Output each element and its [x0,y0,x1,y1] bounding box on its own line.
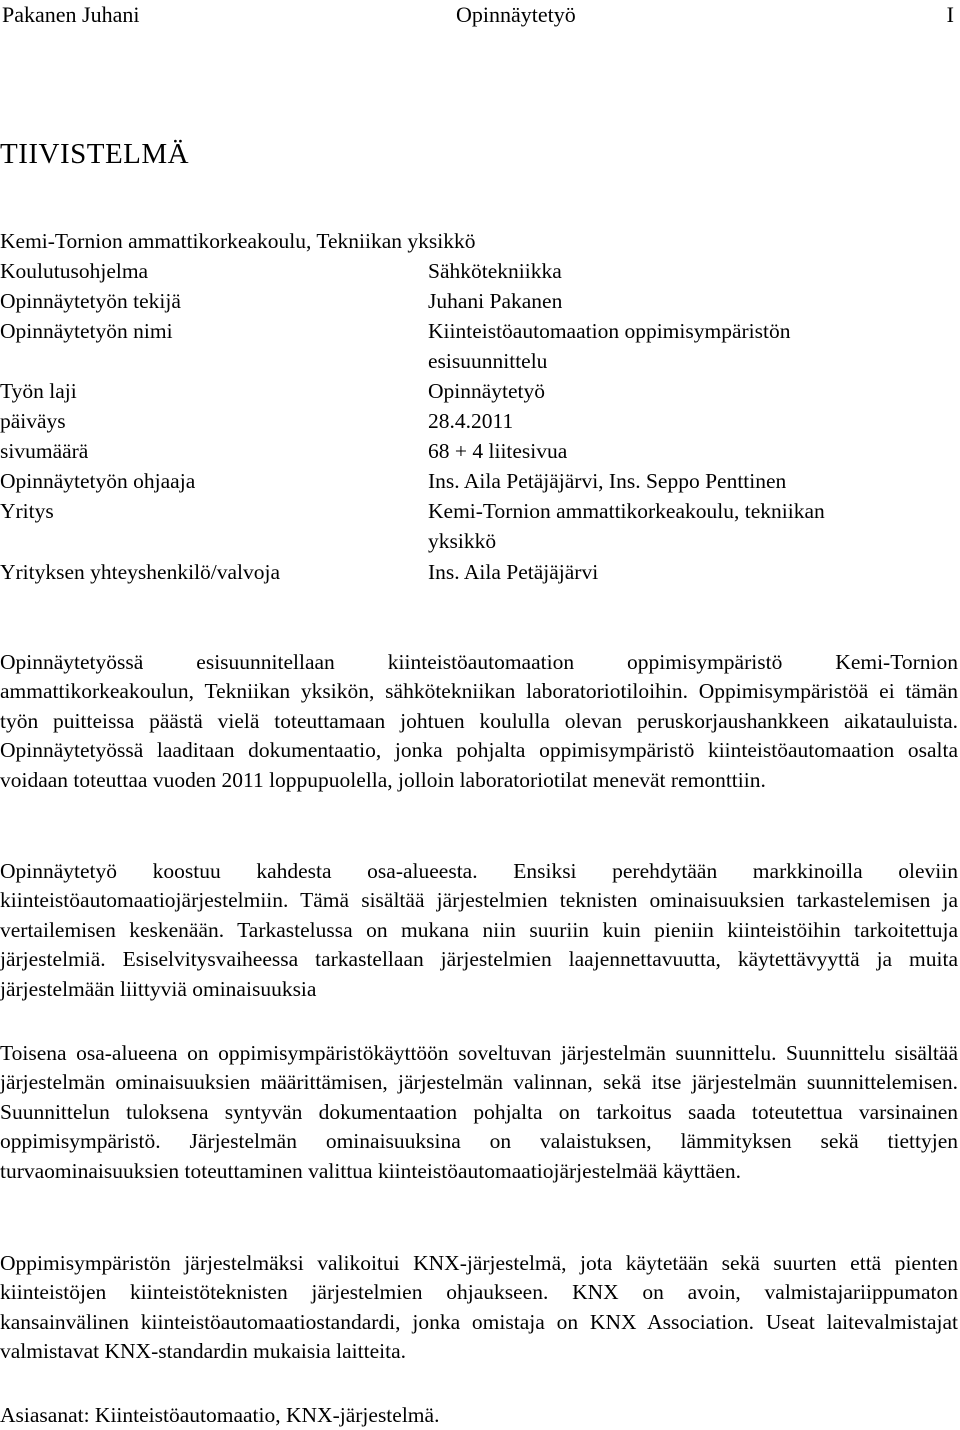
meta-value: 68 + 4 liitesivua [428,439,568,463]
meta-label: Opinnäytetyön ohjaaja [0,469,196,493]
meta-label: Yritys [0,499,54,523]
meta-value: Kiinteistöautomaation oppimisympäristön [428,319,791,343]
meta-value: Kemi-Tornion ammattikorkeakoulu, tekniikan [428,499,825,523]
meta-value: 28.4.2011 [428,409,514,433]
meta-value: Sähkötekniikka [428,259,562,283]
meta-label: Työn laji [0,379,77,403]
meta-label: Opinnäytetyön tekijä [0,289,181,313]
meta-value-continued: esisuunnittelu [428,349,548,373]
meta-label: Yrityksen yhteyshenkilö/valvoja [0,560,281,584]
abstract-paragraph: Opinnäytetyössä esisuunnitellaan kiinteistöautomaation oppimisympäristö Kemi-Tornion ammattikorkeakoulun, Tekniikan yksikön, sähkötekniikan laboratoriotiloihin. Oppimisympäristöä ei tämän työn puitteissa päästä vielä toteuttamaan johtuen koululla olevan peruskorjaushankkeen aikatauluista. Opinnäytetyössä laaditaan dokumentaatio, jonka pohjalta oppimisympäristö kiinteistöautomaation osalta voidaan toteuttaa vuoden 2011 loppupuolella, jolloin laboratoriotilat menevät remonttiin. [0,650,958,792]
meta-label: Opinnäytetyön nimi [0,319,173,343]
meta-label: päiväys [0,409,66,433]
header-author: Pakanen Juhani [2,2,140,27]
organization-line: Kemi-Tornion ammattikorkeakoulu, Tekniikan yksikkö [0,229,476,253]
page-title: TIIVISTELMÄ [0,138,190,170]
keywords-line: Asiasanat: Kiinteistöautomaatio, KNX-järjestelmä. [0,1403,440,1427]
meta-value: Ins. Aila Petäjäjärvi [428,560,599,584]
meta-value: Opinnäytetyö [428,379,546,403]
meta-value-continued: yksikkö [428,529,497,553]
header-doc-type: Opinnäytetyö [456,2,576,27]
page-header [0,2,960,32]
abstract-paragraph: Toisena osa-alueena on oppimisympäristökäyttöön soveltuvan järjestelmän suunnittelu. Suunnittelu sisältää järjestelmän ominaisuuksien määrittämisen, järjestelmän valinnan, sekä itse järjestelmän suunnittelemisen. Suunnittelun tuloksena syntyvän dokumentaation pohjalta on tarkoitus saada toteutettua varsinainen oppimisympäristö. Järjestelmän ominaisuuksina on valaistuksen, lämmityksen sekä tiettyjen turvaominaisuuksien toteuttaminen valittua kiinteistöautomaatiojärjestelmää käyttäen. [0,1041,958,1183]
meta-label: sivumäärä [0,439,89,463]
abstract-paragraph: Opinnäytetyö koostuu kahdesta osa-alueesta. Ensiksi perehdytään markkinoilla oleviin kiinteistöautomaatiojärjestelmiin. Tämä sisältää järjestelmien teknisten ominaisuuksien tarkastelemisen ja vertailemisen keskenään. Tarkastelussa on mukana niin suuriin kuin pieniin kiinteistöihin tarkoitettuja järjestelmiä. Esiselvitysvaiheessa tarkastellaan järjestelmien laajennettavuutta, käytettävyyttä ja muita järjestelmään liittyviä ominaisuuksia [0,859,958,1001]
meta-value: Ins. Aila Petäjäjärvi, Ins. Seppo Penttinen [428,469,787,493]
meta-label: Koulutusohjelma [0,259,149,283]
abstract-paragraph: Oppimisympäristön järjestelmäksi valikoitui KNX-järjestelmä, jota käytetään sekä suurten että pienten kiinteistöjen kiinteistöteknisten järjestelmien ohjaukseen. KNX on avoin, valmistajariippumaton kansainvälinen kiinteistöautomaatiostandardi, jonka omistaja on KNX Association. Useat laitevalmistajat valmistavat KNX-standardin mukaisia laitteita. [0,1251,958,1364]
meta-value: Juhani Pakanen [428,289,563,313]
header-page-number: I [946,2,954,27]
